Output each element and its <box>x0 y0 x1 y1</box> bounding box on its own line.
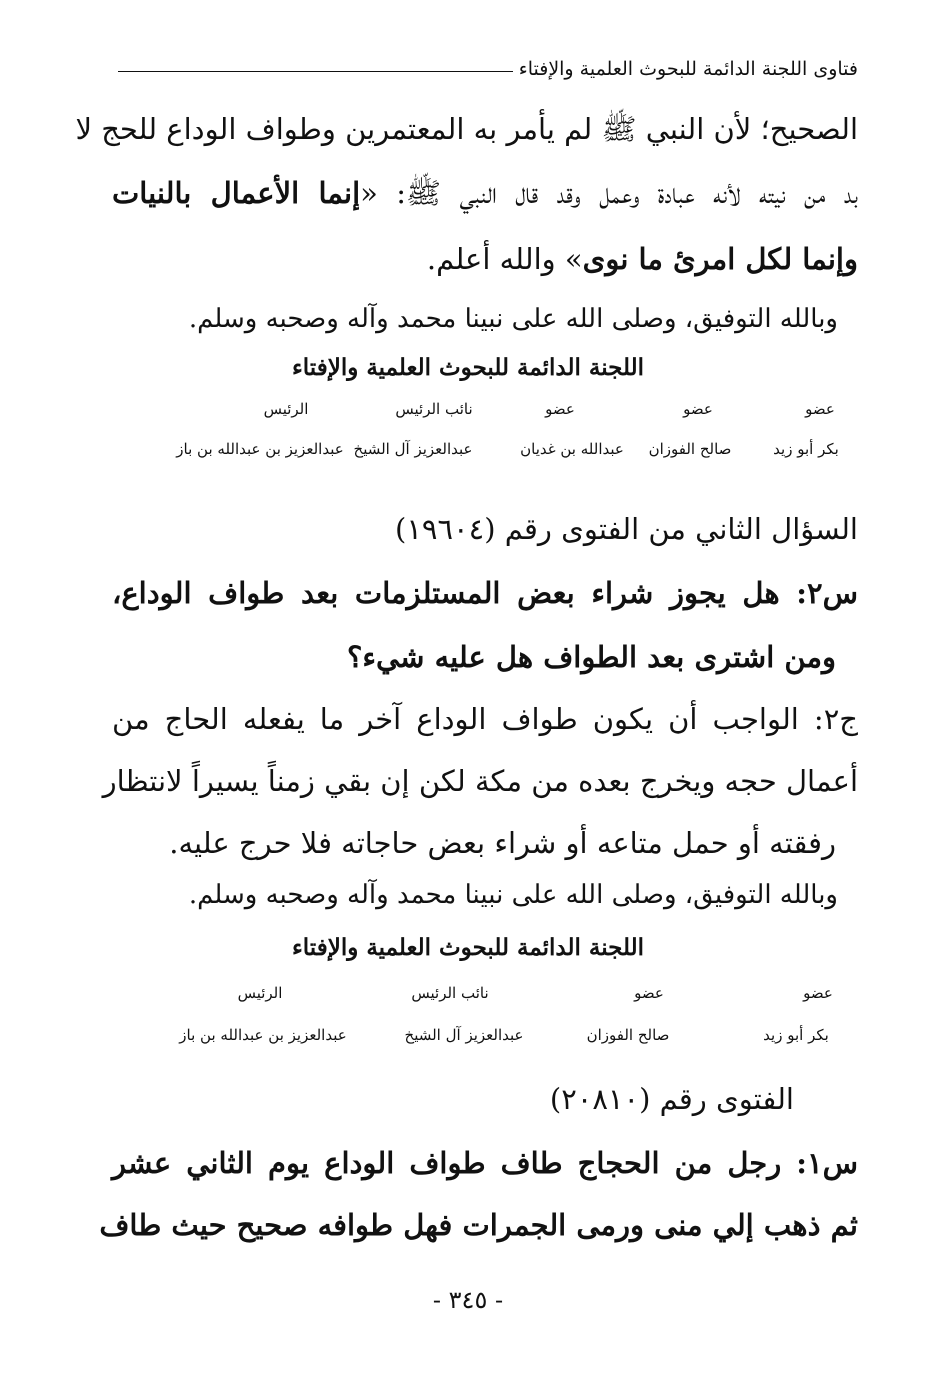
signatory-name: عبدالعزيز آل الشيخ <box>353 440 473 458</box>
closing-line: وبالله التوفيق، وصلى الله على نبينا محمد وآله وصحبه وسلم. <box>188 304 838 334</box>
running-header-title: فتاوى اللجنة الدائمة للبحوث العلمية والإفتاء <box>518 58 858 80</box>
signatory-names <box>0 1026 936 1046</box>
paragraph-line <box>427 242 858 276</box>
signatory-name: عبدالعزيز آل الشيخ <box>404 1026 524 1044</box>
signatory-names <box>0 440 936 460</box>
signatory-name: بكر أبو زيد <box>773 440 839 458</box>
fatwa-heading: الفتوى رقم (٢٠٨١٠) <box>549 1082 794 1116</box>
closing-line: وبالله التوفيق، وصلى الله على نبينا محمد وآله وصحبه وسلم. <box>188 880 838 910</box>
signatory-role: عضو <box>545 400 575 418</box>
paragraph-line: الصحيح؛ لأن النبي ﷺ لم يأمر به المعتمرين وطواف الوداع للحج لا <box>75 112 858 146</box>
answer-line: ج٢: الواجب أن يكون طواف الوداع آخر ما يفعله الحاج من <box>112 702 858 736</box>
hadith-quote: إنما الأعمال بالنيات <box>112 176 361 210</box>
signatory-role: نائب الرئيس <box>411 984 489 1002</box>
header-rule <box>118 71 513 72</box>
committee-title: اللجنة الدائمة للبحوث العلمية والإفتاء <box>291 934 645 961</box>
signatory-name: صالح الفوزان <box>648 440 732 458</box>
committee-title: اللجنة الدائمة للبحوث العلمية والإفتاء <box>291 354 645 381</box>
answer-line: رفقته أو حمل متاعه أو شراء بعض حاجاته فلا حرج عليه. <box>169 826 836 860</box>
text-run: » والله أعلم. <box>426 242 583 276</box>
signatory-roles <box>0 984 936 1004</box>
signatory-role: عضو <box>803 984 833 1002</box>
signatory-role: الرئيس <box>237 984 283 1002</box>
answer-line: أعمال حجه ويخرج بعده من مكة لكن إن بقي زمناً يسيراً لانتظار <box>102 764 858 798</box>
signatory-role: نائب الرئيس <box>395 400 473 418</box>
signatory-name: صالح الفوزان <box>586 1026 670 1044</box>
hadith-quote: وإنما لكل امرئ ما نوى <box>582 242 858 276</box>
signatory-role: عضو <box>805 400 835 418</box>
question-line: س٢: هل يجوز شراء بعض المستلزمات بعد طواف الوداع، <box>112 576 858 610</box>
question-heading: السؤال الثاني من الفتوى رقم (١٩٦٠٤) <box>395 512 858 546</box>
question-line: ثم ذهب إلي منى ورمى الجمرات فهل طوافه صحيح حيث طاف <box>99 1208 858 1242</box>
question-line: ومن اشترى بعد الطواف هل عليه شيء؟ <box>346 640 836 674</box>
signatory-name: عبدالعزيز بن عبدالله بن باز <box>176 440 344 458</box>
question-line: س١: رجل من الحجاج طاف طواف الوداع يوم الثاني عشر <box>112 1146 858 1180</box>
signatory-name: عبدالله بن غديان <box>520 440 624 458</box>
paragraph-line <box>112 176 858 218</box>
text-run: بد من نيته لأنه عبادة وعمل وقد قال النبي ﷺ: « <box>360 176 858 210</box>
signatory-name: بكر أبو زيد <box>763 1026 829 1044</box>
signatory-role: عضو <box>683 400 713 418</box>
signatory-name: عبدالعزيز بن عبدالله بن باز <box>179 1026 347 1044</box>
signatory-role: عضو <box>634 984 664 1002</box>
signatory-role: الرئيس <box>263 400 309 418</box>
running-header <box>118 58 858 80</box>
signatory-roles <box>0 400 936 420</box>
page-number: - ٣٤٥ - <box>432 1286 504 1314</box>
